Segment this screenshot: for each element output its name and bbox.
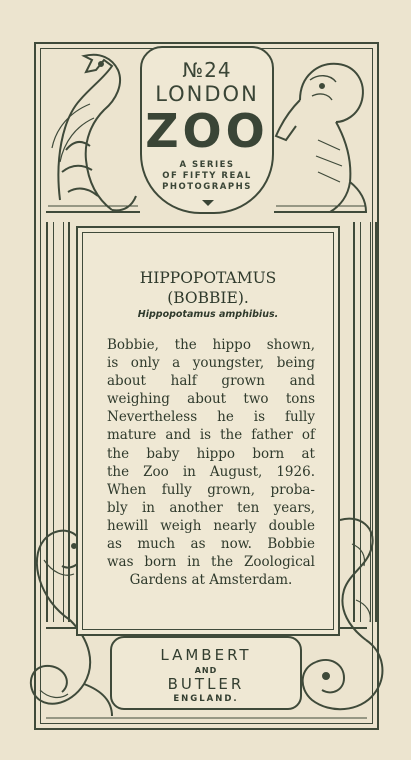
series-description-line3: PHOTOGRAPHS [162, 182, 252, 192]
animal-nickname: (BOBBIE). [167, 289, 249, 307]
animal-name: HIPPOPOTAMUS [139, 269, 277, 287]
header-badge [140, 46, 274, 214]
description-line: Gardens at Amsterdam. [129, 572, 293, 589]
series-title-line1: LONDON [155, 82, 259, 106]
series-description [142, 160, 272, 193]
description-line: as much as now. Bobbie [107, 536, 315, 553]
scientific-name: Hippopotamus amphibius. [137, 309, 279, 320]
maker-name-line2: AND [194, 666, 218, 675]
description-line: mature and is the father of [107, 427, 315, 444]
description-line: weighing about two tons [107, 391, 315, 408]
description-line: the baby hippo born at [107, 445, 315, 462]
dragon-icon [52, 55, 136, 211]
description-line: Bobbie, the hippo shown, [107, 337, 315, 353]
maker-name-line1: LAMBERT [160, 646, 252, 664]
description-line: the Zoo in August, 1926. [107, 463, 315, 480]
maker-country: ENGLAND. [173, 694, 239, 704]
left-column-ornament [46, 222, 70, 622]
footer-plate [110, 636, 302, 710]
triangle-marker-icon [202, 200, 214, 206]
maker-name-line3: BUTLER [167, 675, 245, 693]
description-line: is only a youngster, being [107, 355, 315, 372]
series-title-line2: ZOO [145, 104, 269, 158]
description-line: about half grown and [107, 373, 315, 390]
lion-icon [276, 64, 366, 212]
description-line: was born in the Zoological [107, 554, 315, 571]
card-number: №24 [182, 58, 232, 82]
description-line: hewill weigh nearly double [107, 517, 315, 534]
description-line: Nevertheless he is fully [107, 409, 315, 426]
right-column-ornament [353, 222, 377, 622]
description-text [107, 336, 315, 589]
description-line: bly in another ten years, [107, 499, 315, 516]
series-description-line2: OF FIFTY REAL [162, 171, 252, 181]
animal-title [90, 268, 326, 308]
series-description-line1: A SERIES [179, 160, 235, 170]
description-line: When fully grown, proba- [107, 481, 315, 498]
